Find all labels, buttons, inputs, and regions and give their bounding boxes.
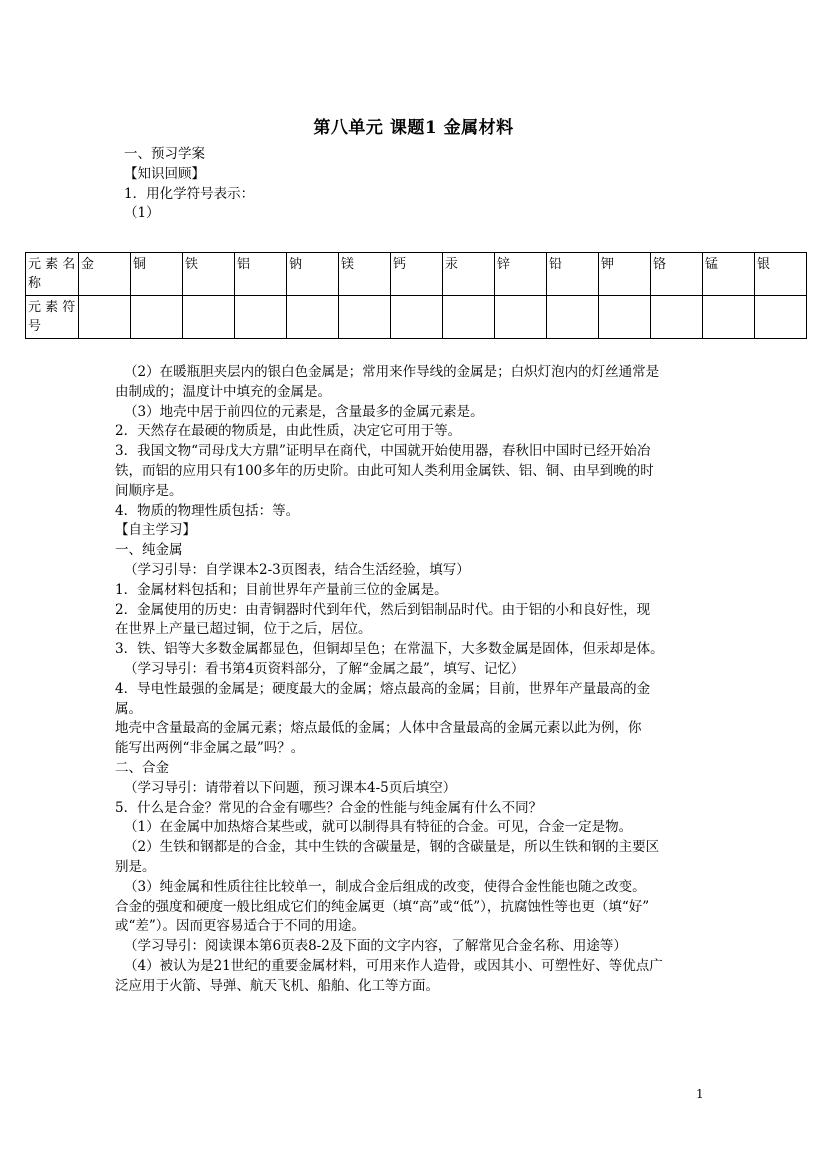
symbol-blank-cell[interactable] xyxy=(235,296,287,339)
text-line: 能写出两例“非金属之最”吗？。 xyxy=(115,740,305,757)
page-title: 第八单元 课题1 金属材料 xyxy=(313,118,514,138)
table-cell: 元 素 符号 xyxy=(26,296,79,339)
section-heading: 二、合金 xyxy=(115,759,169,776)
text-line: 1．用化学符号表示： xyxy=(124,185,255,202)
text-line: （学习引导：自学课本2-3页图表，结合生活经验，填写） xyxy=(124,561,470,578)
text-line: 地壳中含量最高的金属元素；熔点最低的金属；人体中含量最高的金属元素以此为例，你 xyxy=(115,720,642,737)
text-line: 由制成的；温度计中填充的金属是。 xyxy=(115,383,331,400)
element-table xyxy=(25,252,807,339)
table-row xyxy=(26,296,807,339)
symbol-blank-cell[interactable] xyxy=(339,296,391,339)
text-line: （4）被认为是21世纪的重要金属材料，可用来作人造骨，或因其小、可塑性好、等优点广 xyxy=(124,957,663,974)
table-cell: 钙 xyxy=(391,253,443,296)
text-line: 2．金属使用的历史：由青铜器时代到年代，然后到铝制品时代。由于铝的小和良好性，现 xyxy=(115,601,651,618)
text-line: 间顺序是。 xyxy=(115,482,183,499)
section-heading: 一、纯金属 xyxy=(115,542,183,559)
section-heading: 【自主学习】 xyxy=(115,522,196,539)
body-block xyxy=(115,363,715,997)
table-cell: 铅 xyxy=(547,253,599,296)
intro-block xyxy=(115,145,715,224)
symbol-blank-cell[interactable] xyxy=(79,296,131,339)
text-line: （1） xyxy=(124,205,160,222)
symbol-blank-cell[interactable] xyxy=(391,296,443,339)
text-line: 合金的强度和硬度一般比组成它们的纯金属更（填“高”或“低”），抗腐蚀性等也更（填“好” xyxy=(115,898,650,915)
text-line: 【知识回顾】 xyxy=(124,165,205,182)
table-cell: 铬 xyxy=(651,253,703,296)
table-cell: 金 xyxy=(79,253,131,296)
table-cell: 铁 xyxy=(183,253,235,296)
text-line: 属。 xyxy=(115,700,142,717)
text-line: （2）生铁和钢都是的合金，其中生铁的含碳量是，钢的含碳量是，所以生铁和钢的主要区 xyxy=(124,839,660,856)
symbol-blank-cell[interactable] xyxy=(755,296,807,339)
text-line: （1）在金属中加热熔合某些或，就可以制得具有特征的合金。可见，合金一定是物。 xyxy=(124,819,633,836)
text-line: 一、预习学案 xyxy=(124,146,205,162)
text-line: 4．物质的物理性质包括：等。 xyxy=(115,502,300,519)
table-cell: 钠 xyxy=(287,253,339,296)
text-line: 3．我国文物“司母戊大方鼎”证明早在商代，中国就开始使用器，春秋旧中国时已经开始冶 xyxy=(115,443,651,460)
symbol-blank-cell[interactable] xyxy=(131,296,183,339)
text-line: （学习导引：请带着以下问题，预习课本4-5页后填空） xyxy=(124,779,457,796)
table-cell: 银 xyxy=(755,253,807,296)
text-line: （2）在暖瓶胆夹层内的银白色金属是；常用来作导线的金属是；白炽灯泡内的灯丝通常是 xyxy=(124,364,660,380)
symbol-blank-cell[interactable] xyxy=(287,296,339,339)
table-cell: 锰 xyxy=(703,253,755,296)
symbol-blank-cell[interactable] xyxy=(599,296,651,339)
text-line: （3）地壳中居于前四位的元素是，含量最多的金属元素是。 xyxy=(124,403,484,420)
text-line: 5．什么是合金？常见的合金有哪些？合金的性能与纯金属有什么不同？ xyxy=(115,799,543,816)
table-cell: 锌 xyxy=(495,253,547,296)
symbol-blank-cell[interactable] xyxy=(495,296,547,339)
symbol-blank-cell[interactable] xyxy=(703,296,755,339)
symbol-blank-cell[interactable] xyxy=(443,296,495,339)
table-cell: 铜 xyxy=(131,253,183,296)
text-line: 4．导电性最强的金属是；硬度最大的金属；熔点最高的金属；目前，世界年产量最高的金 xyxy=(115,680,651,697)
text-line: 别是。 xyxy=(115,858,156,875)
text-line: 1．金属材料包括和；目前世界年产量前三位的金属是。 xyxy=(115,581,448,598)
page-number: 1 xyxy=(696,1087,704,1101)
table-row xyxy=(26,253,807,296)
text-line: 3．铁、铝等大多数金属都显色，但铜却呈色；在常温下，大多数金属是固体，但汞却是体。 xyxy=(115,641,664,658)
text-line: （学习导引：看书第4页资料部分，了解“金属之最”，填写、记忆） xyxy=(124,660,525,677)
text-line: 在世界上产量已超过铜，位于之后，居位。 xyxy=(115,621,372,638)
text-line: 或“差”）。因而更容易适合于不同的用途。 xyxy=(115,918,366,935)
text-line: （3）纯金属和性质往往比较单一，制成合金后组成的改变，使得合金性能也随之改变。 xyxy=(124,878,646,895)
text-line: 2．天然存在最硬的物质是，由此性质，决定它可用于等。 xyxy=(115,423,462,440)
table-cell: 汞 xyxy=(443,253,495,296)
text-line: 泛应用于火箭、导弹、航天飞机、船舶、化工等方面。 xyxy=(115,977,439,994)
symbol-blank-cell[interactable] xyxy=(183,296,235,339)
table-cell: 钾 xyxy=(599,253,651,296)
table-cell: 镁 xyxy=(339,253,391,296)
table-cell: 元 素 名称 xyxy=(26,253,79,296)
symbol-blank-cell[interactable] xyxy=(651,296,703,339)
text-line: （学习导引：阅读课本第6页表8-2及下面的文字内容，了解常见合金名称、用途等） xyxy=(124,938,627,955)
text-line: 铁，而铝的应用只有100多年的历史阶。由此可知人类利用金属铁、铝、铜、由早到晚的时 xyxy=(115,462,654,479)
table-cell: 铝 xyxy=(235,253,287,296)
symbol-blank-cell[interactable] xyxy=(547,296,599,339)
